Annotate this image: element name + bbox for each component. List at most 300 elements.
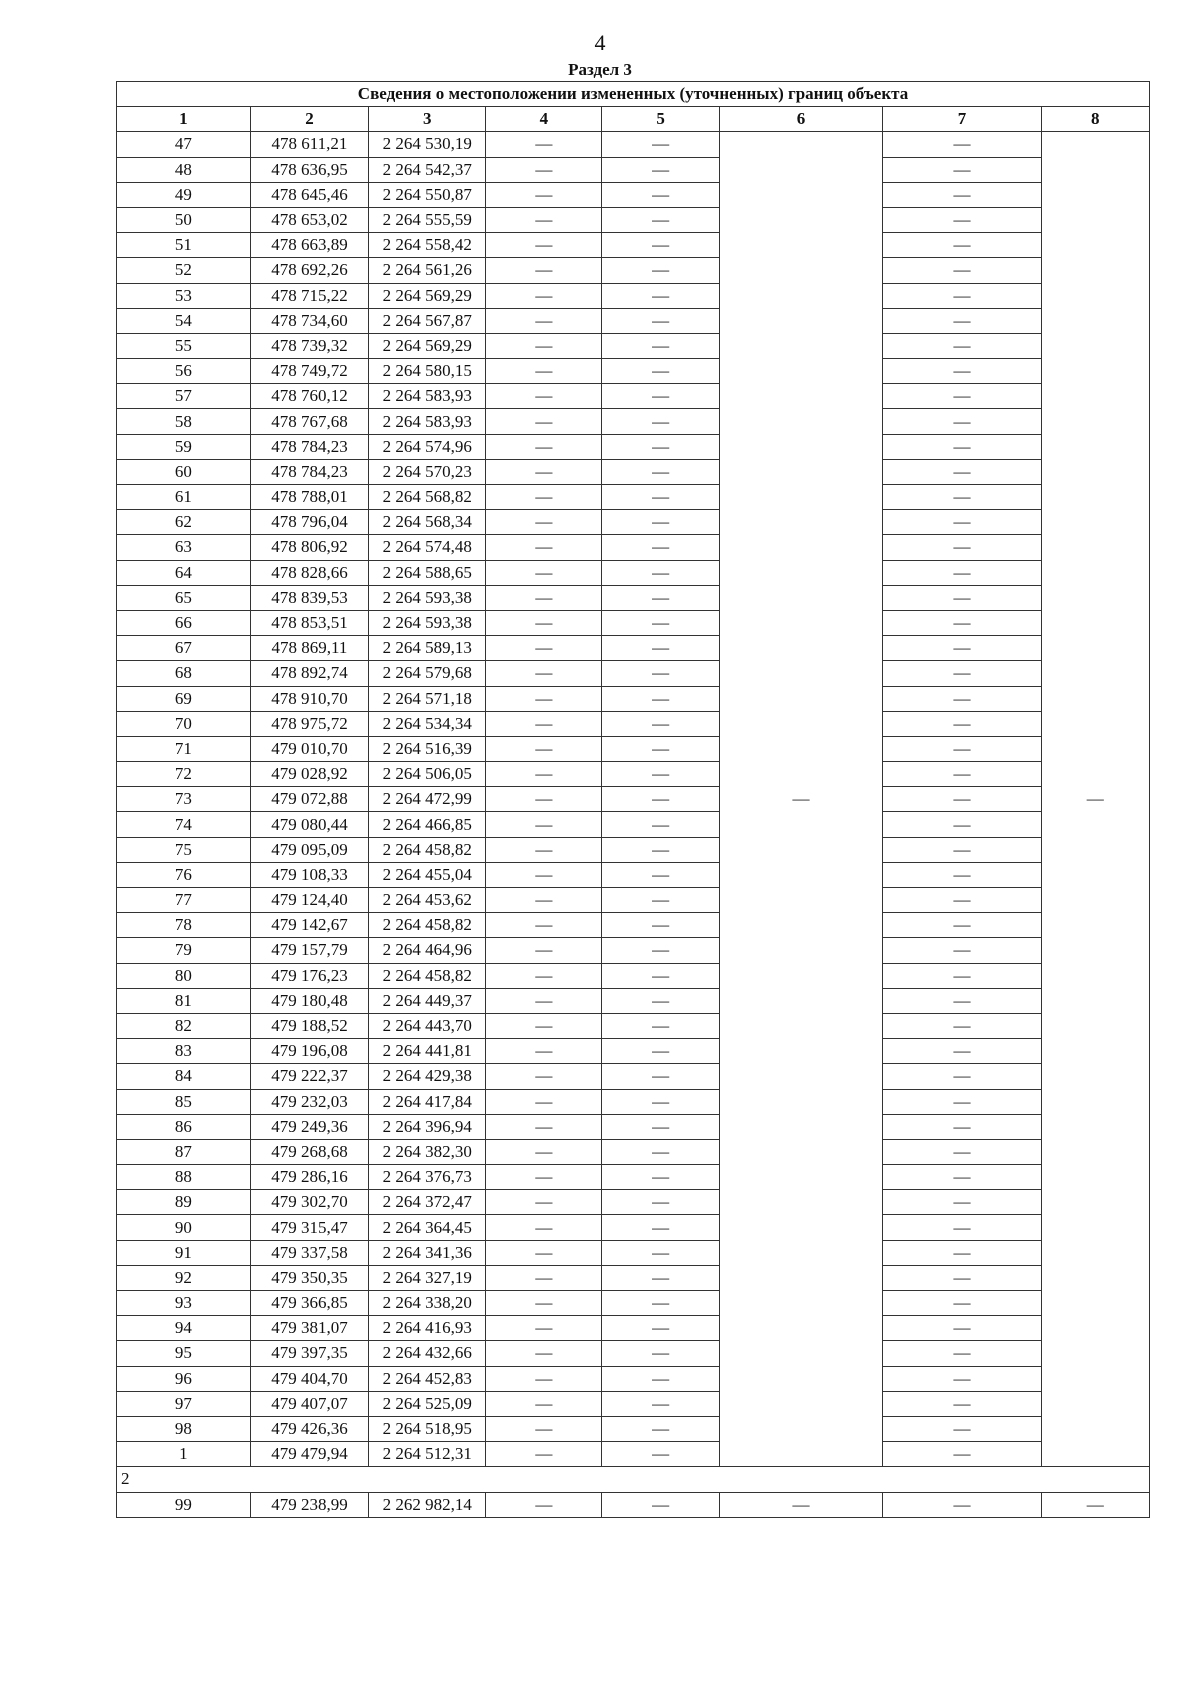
- point-number: 86: [117, 1114, 251, 1139]
- table-row: [117, 560, 1150, 585]
- coordinate-y: 2 264 458,82: [369, 913, 486, 938]
- dash-cell: —: [486, 1391, 602, 1416]
- dash-cell: —: [883, 686, 1041, 711]
- coordinate-x: 478 910,70: [250, 686, 368, 711]
- dash-cell: —: [486, 736, 602, 761]
- column-header: 5: [602, 107, 719, 132]
- table-body: [117, 132, 1150, 1467]
- dash-cell: —: [883, 585, 1041, 610]
- coordinate-x: 479 072,88: [250, 787, 368, 812]
- dash-cell: —: [486, 207, 602, 232]
- dash-cell: —: [883, 1139, 1041, 1164]
- coordinate-x: 479 238,99: [250, 1492, 368, 1517]
- dash-cell: —: [486, 1064, 602, 1089]
- dash-cell: —: [486, 1013, 602, 1038]
- coordinate-y: 2 264 583,93: [369, 384, 486, 409]
- dash-cell: —: [486, 610, 602, 635]
- dash-cell: —: [602, 258, 719, 283]
- dash-cell: —: [486, 862, 602, 887]
- dash-cell: —: [486, 1165, 602, 1190]
- dash-cell: —: [602, 711, 719, 736]
- coordinate-y: 2 264 534,34: [369, 711, 486, 736]
- dash-cell: —: [883, 359, 1041, 384]
- dash-cell: —: [883, 938, 1041, 963]
- table-row: [117, 283, 1150, 308]
- point-number: 78: [117, 913, 251, 938]
- coordinate-y: 2 264 455,04: [369, 862, 486, 887]
- coordinate-y: 2 264 341,36: [369, 1240, 486, 1265]
- table-row: [117, 409, 1150, 434]
- coordinate-x: 479 108,33: [250, 862, 368, 887]
- dash-cell: —: [883, 762, 1041, 787]
- coordinate-x: 478 853,51: [250, 610, 368, 635]
- coordinate-x: 478 796,04: [250, 510, 368, 535]
- dash-cell: —: [883, 1064, 1041, 1089]
- dash-cell: —: [883, 258, 1041, 283]
- coordinate-x: 478 788,01: [250, 485, 368, 510]
- coordinate-x: 478 892,74: [250, 661, 368, 686]
- dash-cell: —: [486, 1265, 602, 1290]
- coordinate-x: 479 222,37: [250, 1064, 368, 1089]
- point-number: 89: [117, 1190, 251, 1215]
- dash-cell: —: [602, 333, 719, 358]
- point-number: 62: [117, 510, 251, 535]
- point-number: 96: [117, 1366, 251, 1391]
- table-row: [117, 308, 1150, 333]
- point-number: 68: [117, 661, 251, 686]
- table-row: [117, 1215, 1150, 1240]
- dash-cell: —: [883, 963, 1041, 988]
- coordinate-x: 479 095,09: [250, 837, 368, 862]
- column-header: 7: [883, 107, 1041, 132]
- table-row: [117, 1064, 1150, 1089]
- point-number: 82: [117, 1013, 251, 1038]
- dash-cell: —: [883, 1391, 1041, 1416]
- dash-cell: —: [602, 1013, 719, 1038]
- dash-cell: —: [883, 1039, 1041, 1064]
- dash-cell: —: [602, 1114, 719, 1139]
- coordinate-y: 2 264 472,99: [369, 787, 486, 812]
- dash-cell: —: [883, 913, 1041, 938]
- contour-row: [117, 1467, 1150, 1492]
- coordinate-y: 2 264 441,81: [369, 1039, 486, 1064]
- dash-cell: —: [602, 1165, 719, 1190]
- point-number: 77: [117, 888, 251, 913]
- dash-cell: —: [602, 459, 719, 484]
- coordinate-y: 2 264 416,93: [369, 1316, 486, 1341]
- coordinate-x: 478 784,23: [250, 434, 368, 459]
- dash-cell: —: [883, 1316, 1041, 1341]
- coordinate-y: 2 264 568,34: [369, 510, 486, 535]
- dash-cell: —: [486, 913, 602, 938]
- dash-cell: —: [602, 1240, 719, 1265]
- dash-cell: —: [883, 812, 1041, 837]
- dash-cell: —: [602, 535, 719, 560]
- point-number: 50: [117, 207, 251, 232]
- dash-cell: —: [602, 560, 719, 585]
- coordinate-x: 478 692,26: [250, 258, 368, 283]
- column-header: 8: [1041, 107, 1149, 132]
- coordinate-y: 2 264 588,65: [369, 560, 486, 585]
- dash-cell: —: [602, 182, 719, 207]
- point-number: 52: [117, 258, 251, 283]
- point-number: 59: [117, 434, 251, 459]
- dash-cell: —: [602, 913, 719, 938]
- coordinate-y: 2 264 542,37: [369, 157, 486, 182]
- point-number: 98: [117, 1416, 251, 1441]
- coordinate-y: 2 264 574,96: [369, 434, 486, 459]
- coordinate-x: 479 028,92: [250, 762, 368, 787]
- column-header: 1: [117, 107, 251, 132]
- coordinate-x: 479 302,70: [250, 1190, 368, 1215]
- point-number: 75: [117, 837, 251, 862]
- point-number: 58: [117, 409, 251, 434]
- coordinate-x: 479 381,07: [250, 1316, 368, 1341]
- coordinate-x: 479 479,94: [250, 1442, 368, 1467]
- dash-cell: —: [486, 333, 602, 358]
- dash-cell: —: [883, 333, 1041, 358]
- coordinate-x: 478 784,23: [250, 459, 368, 484]
- dash-cell: —: [602, 787, 719, 812]
- table-row: [117, 837, 1150, 862]
- dash-cell: —: [602, 888, 719, 913]
- table-row: [117, 1492, 1150, 1517]
- coordinate-y: 2 264 327,19: [369, 1265, 486, 1290]
- dash-cell: —: [486, 787, 602, 812]
- point-number: 87: [117, 1139, 251, 1164]
- dash-cell: —: [602, 1341, 719, 1366]
- coordinate-y: 2 264 525,09: [369, 1391, 486, 1416]
- table-row: [117, 762, 1150, 787]
- dash-cell: —: [602, 1442, 719, 1467]
- dash-cell: —: [486, 308, 602, 333]
- coordinate-x: 479 350,35: [250, 1265, 368, 1290]
- table-row: [117, 1240, 1150, 1265]
- dash-cell: —: [883, 1366, 1041, 1391]
- point-number: 88: [117, 1165, 251, 1190]
- coordinate-x: 478 760,12: [250, 384, 368, 409]
- dash-cell: —: [883, 988, 1041, 1013]
- dash-cell: —: [486, 1492, 602, 1517]
- table-row: [117, 1165, 1150, 1190]
- section-title: Раздел 3: [568, 60, 632, 79]
- point-number: 69: [117, 686, 251, 711]
- column-header: 2: [250, 107, 368, 132]
- coordinate-y: 2 262 982,14: [369, 1492, 486, 1517]
- point-number: 74: [117, 812, 251, 837]
- coordinate-x: 478 749,72: [250, 359, 368, 384]
- column-header-row: [117, 107, 1150, 132]
- dash-cell: —: [602, 1391, 719, 1416]
- dash-cell: —: [602, 233, 719, 258]
- table-row: [117, 585, 1150, 610]
- dash-cell: —: [486, 938, 602, 963]
- dash-cell: —: [486, 1416, 602, 1441]
- coordinate-y: 2 264 417,84: [369, 1089, 486, 1114]
- dash-cell: —: [883, 535, 1041, 560]
- point-number: 63: [117, 535, 251, 560]
- dash-cell: —: [486, 535, 602, 560]
- dash-cell: —: [602, 1416, 719, 1441]
- dash-cell: —: [602, 485, 719, 510]
- dash-cell: —: [883, 1291, 1041, 1316]
- dash-cell: —: [602, 359, 719, 384]
- coordinate-x: 479 180,48: [250, 988, 368, 1013]
- dash-cell: —: [602, 1492, 719, 1517]
- column-header: 6: [719, 107, 883, 132]
- dash-cell: —: [486, 1215, 602, 1240]
- coordinate-x: 478 611,21: [250, 132, 368, 157]
- dash-cell: —: [883, 1341, 1041, 1366]
- dash-cell: —: [486, 258, 602, 283]
- point-number: 55: [117, 333, 251, 358]
- dash-cell: —: [602, 938, 719, 963]
- dash-cell: —: [602, 1190, 719, 1215]
- coordinate-y: 2 264 568,82: [369, 485, 486, 510]
- point-number: 51: [117, 233, 251, 258]
- dash-cell: —: [602, 1039, 719, 1064]
- coordinate-x: 478 739,32: [250, 333, 368, 358]
- coordinate-y: 2 264 567,87: [369, 308, 486, 333]
- table-row: [117, 434, 1150, 459]
- dash-cell: —: [602, 308, 719, 333]
- dash-cell: —: [883, 409, 1041, 434]
- contour-label: 2: [117, 1467, 1150, 1492]
- table-caption: Сведения о местоположении измененных (уточненных) границ объекта: [117, 82, 1150, 107]
- dash-cell: —: [883, 1089, 1041, 1114]
- coordinate-y: 2 264 574,48: [369, 535, 486, 560]
- dash-cell: —: [486, 182, 602, 207]
- point-number: 73: [117, 787, 251, 812]
- point-number: 81: [117, 988, 251, 1013]
- dash-cell: —: [883, 157, 1041, 182]
- dash-cell: —: [883, 1215, 1041, 1240]
- dash-cell: —: [883, 132, 1041, 157]
- coordinate-x: 479 337,58: [250, 1240, 368, 1265]
- dash-cell: —: [883, 1190, 1041, 1215]
- point-number: 76: [117, 862, 251, 887]
- dash-cell: —: [883, 862, 1041, 887]
- coordinate-y: 2 264 458,82: [369, 837, 486, 862]
- dash-cell: —: [486, 762, 602, 787]
- dash-cell: —: [486, 1089, 602, 1114]
- point-number: 94: [117, 1316, 251, 1341]
- coordinate-x: 478 839,53: [250, 585, 368, 610]
- dash-cell: —: [486, 485, 602, 510]
- dash-cell: —: [602, 207, 719, 232]
- column-header: 3: [369, 107, 486, 132]
- table-row: [117, 610, 1150, 635]
- table-row: [117, 636, 1150, 661]
- dash-cell: —: [883, 787, 1041, 812]
- point-number: 61: [117, 485, 251, 510]
- table-row: [117, 1039, 1150, 1064]
- coordinate-y: 2 264 558,42: [369, 233, 486, 258]
- point-number: 84: [117, 1064, 251, 1089]
- dash-cell: —: [486, 434, 602, 459]
- column-header: 4: [486, 107, 602, 132]
- dash-cell: —: [883, 1240, 1041, 1265]
- coordinate-y: 2 264 464,96: [369, 938, 486, 963]
- coordinate-y: 2 264 593,38: [369, 610, 486, 635]
- coordinate-y: 2 264 466,85: [369, 812, 486, 837]
- coordinate-x: 478 715,22: [250, 283, 368, 308]
- table-row: [117, 988, 1150, 1013]
- coordinate-y: 2 264 443,70: [369, 1013, 486, 1038]
- dash-cell: —: [602, 1265, 719, 1290]
- table-row: [117, 384, 1150, 409]
- dash-cell: —: [883, 459, 1041, 484]
- dash-cell: —: [486, 560, 602, 585]
- dash-cell: —: [602, 1139, 719, 1164]
- table-row: [117, 233, 1150, 258]
- dash-cell: —: [883, 888, 1041, 913]
- dash-cell: —: [486, 1316, 602, 1341]
- coordinate-x: 479 142,67: [250, 913, 368, 938]
- coordinate-y: 2 264 453,62: [369, 888, 486, 913]
- dash-cell: —: [486, 585, 602, 610]
- dash-cell: —: [602, 585, 719, 610]
- point-number: 70: [117, 711, 251, 736]
- point-number: 83: [117, 1039, 251, 1064]
- point-number: 71: [117, 736, 251, 761]
- point-number: 48: [117, 157, 251, 182]
- coordinate-y: 2 264 561,26: [369, 258, 486, 283]
- dash-cell: —: [883, 636, 1041, 661]
- dash-cell: —: [602, 837, 719, 862]
- dash-cell: —: [883, 1265, 1041, 1290]
- dash-cell: —: [883, 1013, 1041, 1038]
- coordinate-x: 479 407,07: [250, 1391, 368, 1416]
- point-number: 93: [117, 1291, 251, 1316]
- table-row: [117, 1089, 1150, 1114]
- coordinate-y: 2 264 593,38: [369, 585, 486, 610]
- coordinate-x: 479 426,36: [250, 1416, 368, 1441]
- coordinate-y: 2 264 570,23: [369, 459, 486, 484]
- coordinate-y: 2 264 579,68: [369, 661, 486, 686]
- dash-cell: —: [486, 1291, 602, 1316]
- point-number: 49: [117, 182, 251, 207]
- table-row: [117, 1291, 1150, 1316]
- dash-cell: —: [486, 233, 602, 258]
- dash-cell: —: [883, 661, 1041, 686]
- point-number: 80: [117, 963, 251, 988]
- coordinate-y: 2 264 555,59: [369, 207, 486, 232]
- point-number: 79: [117, 938, 251, 963]
- coordinate-y: 2 264 458,82: [369, 963, 486, 988]
- dash-cell: —: [602, 434, 719, 459]
- dash-cell: —: [883, 711, 1041, 736]
- point-number: 1: [117, 1442, 251, 1467]
- coordinate-y: 2 264 449,37: [369, 988, 486, 1013]
- coordinate-x: 478 975,72: [250, 711, 368, 736]
- coordinate-x: 478 806,92: [250, 535, 368, 560]
- point-number: 65: [117, 585, 251, 610]
- point-number: 60: [117, 459, 251, 484]
- table-row: [117, 913, 1150, 938]
- coordinate-y: 2 264 364,45: [369, 1215, 486, 1240]
- table-row: [117, 862, 1150, 887]
- dash-cell: —: [486, 1442, 602, 1467]
- point-number: 54: [117, 308, 251, 333]
- dash-cell: —: [883, 1442, 1041, 1467]
- dash-cell: —: [486, 1341, 602, 1366]
- dash-cell: —: [486, 963, 602, 988]
- dash-cell: —: [486, 812, 602, 837]
- table-row: [117, 787, 1150, 812]
- dash-cell: —: [883, 1492, 1041, 1517]
- dash-cell: —: [486, 1139, 602, 1164]
- coordinate-y: 2 264 550,87: [369, 182, 486, 207]
- dash-cell: —: [602, 610, 719, 635]
- coordinate-y: 2 264 452,83: [369, 1366, 486, 1391]
- dash-cell: —: [602, 1366, 719, 1391]
- point-number: 97: [117, 1391, 251, 1416]
- dash-cell: —: [486, 283, 602, 308]
- table-row: [117, 1316, 1150, 1341]
- dash-cell: —: [602, 661, 719, 686]
- table-row: [117, 510, 1150, 535]
- dash-cell: —: [486, 409, 602, 434]
- dash-cell: —: [486, 459, 602, 484]
- page-number: 4: [594, 30, 606, 55]
- table-row: [117, 661, 1150, 686]
- dash-cell: —: [486, 510, 602, 535]
- point-number: 47: [117, 132, 251, 157]
- dash-cell: —: [602, 1291, 719, 1316]
- dash-cell: —: [486, 661, 602, 686]
- dash-cell: —: [486, 157, 602, 182]
- coordinate-x: 479 286,16: [250, 1165, 368, 1190]
- point-number: 67: [117, 636, 251, 661]
- coordinate-x: 479 268,68: [250, 1139, 368, 1164]
- table-row: [117, 535, 1150, 560]
- dash-cell: —: [602, 384, 719, 409]
- table-row: [117, 1265, 1150, 1290]
- dash-cell: —: [883, 1416, 1041, 1441]
- coordinate-y: 2 264 569,29: [369, 333, 486, 358]
- dash-cell: —: [602, 283, 719, 308]
- point-number: 57: [117, 384, 251, 409]
- dash-cell: —: [602, 1089, 719, 1114]
- table-row: [117, 485, 1150, 510]
- coordinate-x: 478 653,02: [250, 207, 368, 232]
- point-number: 92: [117, 1265, 251, 1290]
- dash-cell: —: [883, 233, 1041, 258]
- table-row: [117, 157, 1150, 182]
- table-row: [117, 1416, 1150, 1441]
- coordinate-y: 2 264 512,31: [369, 1442, 486, 1467]
- dash-cell: —: [883, 308, 1041, 333]
- coordinate-x: 479 080,44: [250, 812, 368, 837]
- table-row: [117, 1442, 1150, 1467]
- coordinate-x: 478 636,95: [250, 157, 368, 182]
- coordinates-table: [116, 81, 1150, 1518]
- table-row: [117, 459, 1150, 484]
- dash-cell: —: [486, 1366, 602, 1391]
- dash-cell: —: [602, 762, 719, 787]
- dash-cell: —: [486, 1190, 602, 1215]
- point-number: 72: [117, 762, 251, 787]
- dash-cell: —: [602, 1316, 719, 1341]
- coordinate-x: 479 010,70: [250, 736, 368, 761]
- coordinate-y: 2 264 338,20: [369, 1291, 486, 1316]
- dash-cell: —: [602, 963, 719, 988]
- dash-cell: —: [602, 862, 719, 887]
- table-row: [117, 711, 1150, 736]
- coordinate-y: 2 264 506,05: [369, 762, 486, 787]
- coordinate-x: 479 124,40: [250, 888, 368, 913]
